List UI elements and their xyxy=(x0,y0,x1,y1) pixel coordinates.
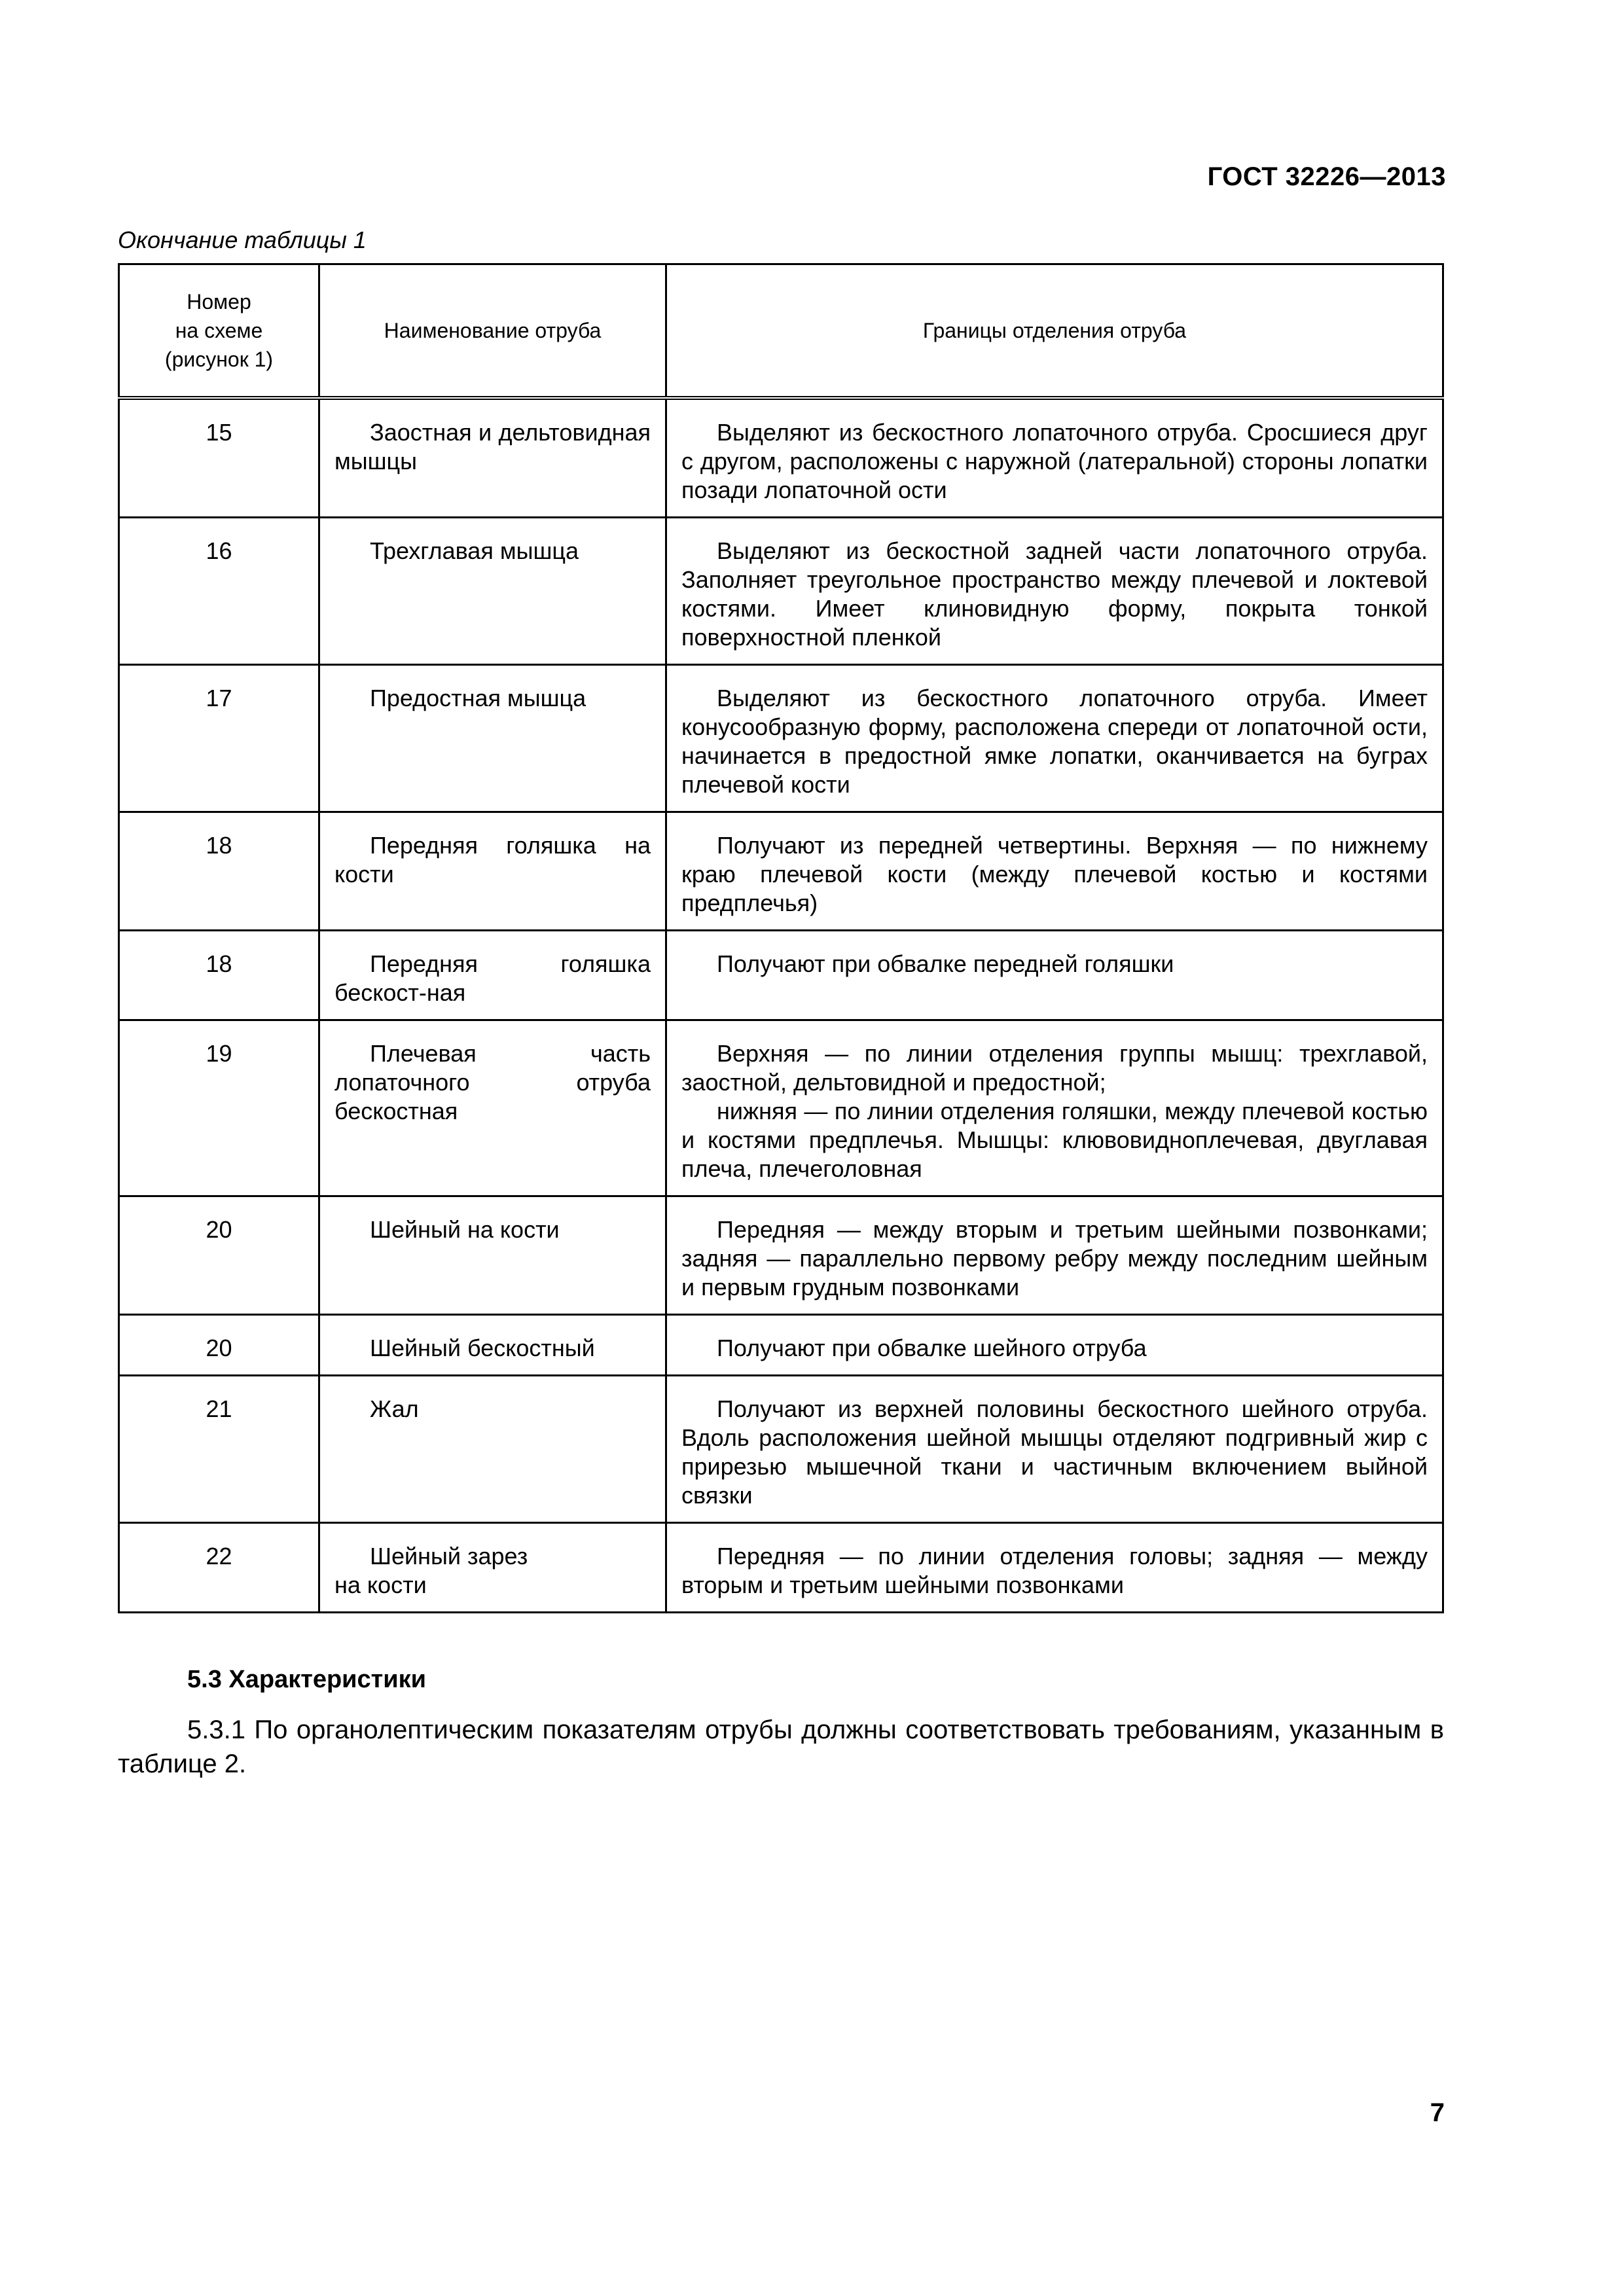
boundaries-text: Получают из верхней половины бескостного шейного отруба. Вдоль расположения шейной мышцы отделяют подгривный жир с прирезью мышечной ткани и частичным включением выйной связки xyxy=(681,1395,1428,1509)
cell-number: 19 xyxy=(119,1020,319,1196)
document-code: ГОСТ 32226—2013 xyxy=(1207,162,1446,191)
table-row xyxy=(119,1315,1443,1376)
cell-number: 16 xyxy=(119,518,319,665)
cell-cut-name xyxy=(319,931,666,1020)
cell-boundaries xyxy=(666,398,1443,518)
table-row xyxy=(119,812,1443,931)
table-row xyxy=(119,931,1443,1020)
cell-cut-name xyxy=(319,518,666,665)
cut-name-text: Передняя голяшка бескост-ная xyxy=(334,950,651,1006)
table-row xyxy=(119,1523,1443,1613)
cell-number: 15 xyxy=(119,398,319,518)
cell-boundaries xyxy=(666,931,1443,1020)
cell-number: 22 xyxy=(119,1523,319,1613)
section-paragraph: 5.3.1 По органолептическим показателям отрубы должны соответствовать требованиям, указанным в таблице 2. xyxy=(118,1715,1444,1778)
section-title: 5.3 Характеристики xyxy=(187,1666,427,1693)
cut-name-text: Заостная и дельтовидная мышцы xyxy=(334,419,651,475)
cell-number: 20 xyxy=(119,1315,319,1376)
cell-cut-name xyxy=(319,1020,666,1196)
cell-cut-name xyxy=(319,1523,666,1613)
cuts-table xyxy=(118,263,1444,1613)
cut-name-text: Шейный зарез на кости xyxy=(334,1543,528,1598)
cell-boundaries xyxy=(666,665,1443,812)
table-header-row xyxy=(119,264,1443,399)
cell-cut-name xyxy=(319,1315,666,1376)
cell-boundaries xyxy=(666,1523,1443,1613)
cut-name-text: Предостная мышца xyxy=(370,685,586,711)
cell-number: 20 xyxy=(119,1196,319,1315)
cell-number: 17 xyxy=(119,665,319,812)
cell-cut-name xyxy=(319,665,666,812)
boundaries-text: Получают при обвалке шейного отруба xyxy=(717,1335,1147,1361)
cell-cut-name xyxy=(319,398,666,518)
table-row xyxy=(119,398,1443,518)
column-header-number: Номер на схеме (рисунок 1) xyxy=(119,264,319,399)
cut-name-text: Трехглавая мышца xyxy=(370,537,579,564)
boundaries-text: Передняя — между вторым и третьим шейными позвонками; задняя — параллельно первому ребру между последним шейным и первым грудным позвонками xyxy=(681,1216,1428,1300)
cell-boundaries xyxy=(666,518,1443,665)
cell-number: 18 xyxy=(119,812,319,931)
cell-boundaries xyxy=(666,1315,1443,1376)
cut-name-text: Жал xyxy=(370,1395,419,1422)
cell-boundaries xyxy=(666,1376,1443,1523)
boundaries-text: Передняя — по линии отделения головы; задняя — между вторым и третьим шейными позвонками xyxy=(681,1543,1428,1598)
table-row xyxy=(119,518,1443,665)
cell-boundaries xyxy=(666,1196,1443,1315)
boundaries-text: Выделяют из бескостного лопаточного отруба. Сросшиеся друг с другом, расположены с наружной (латеральной) стороны лопатки позади лопаточной ости xyxy=(681,419,1428,503)
table-row xyxy=(119,665,1443,812)
column-header-name: Наименование отруба xyxy=(319,264,666,399)
cell-boundaries xyxy=(666,812,1443,931)
cut-name-text: Передняя голяшка на кости xyxy=(334,832,651,888)
boundaries-text: нижняя — по линии отделения голяшки, между плечевой костью и костями предплечья. Мышцы: клювовидноплечевая, двуглавая плеча, плечеголовная xyxy=(681,1098,1428,1182)
boundaries-text: Получают при обвалке передней голяшки xyxy=(717,950,1174,977)
cell-boundaries xyxy=(666,1020,1443,1196)
cut-name-text: Шейный на кости xyxy=(370,1216,560,1243)
boundaries-text: Верхняя — по линии отделения группы мышц: трехглавой, заостной, дельтовидной и предостной; xyxy=(681,1040,1428,1096)
table-row xyxy=(119,1196,1443,1315)
column-header-boundaries: Границы отделения отруба xyxy=(666,264,1443,399)
cell-cut-name xyxy=(319,1196,666,1315)
table-row xyxy=(119,1020,1443,1196)
cut-name-text: Плечевая часть лопаточного отруба бескостная xyxy=(334,1040,651,1124)
boundaries-text: Выделяют из бескостной задней части лопаточного отруба. Заполняет треугольное пространство между плечевой и локтевой костями. Имеет клиновидную форму, покрыта тонкой поверхностной пленкой xyxy=(681,537,1428,651)
cut-name-text: Шейный бескостный xyxy=(370,1335,595,1361)
page-number: 7 xyxy=(1430,2098,1445,2127)
cell-cut-name xyxy=(319,812,666,931)
cell-number: 18 xyxy=(119,931,319,1020)
boundaries-text: Выделяют из бескостного лопаточного отруба. Имеет конусообразную форму, расположена спереди от лопаточной ости, начинается в предостной ямке лопатки, оканчивается на буграх плечевой кости xyxy=(681,685,1428,798)
boundaries-text: Получают из передней четвертины. Верхняя — по нижнему краю плечевой кости (между плечевой костью и костями предплечья) xyxy=(681,832,1428,916)
cell-cut-name xyxy=(319,1376,666,1523)
table-row xyxy=(119,1376,1443,1523)
table-caption: Окончание таблицы 1 xyxy=(118,226,367,253)
cell-number: 21 xyxy=(119,1376,319,1523)
